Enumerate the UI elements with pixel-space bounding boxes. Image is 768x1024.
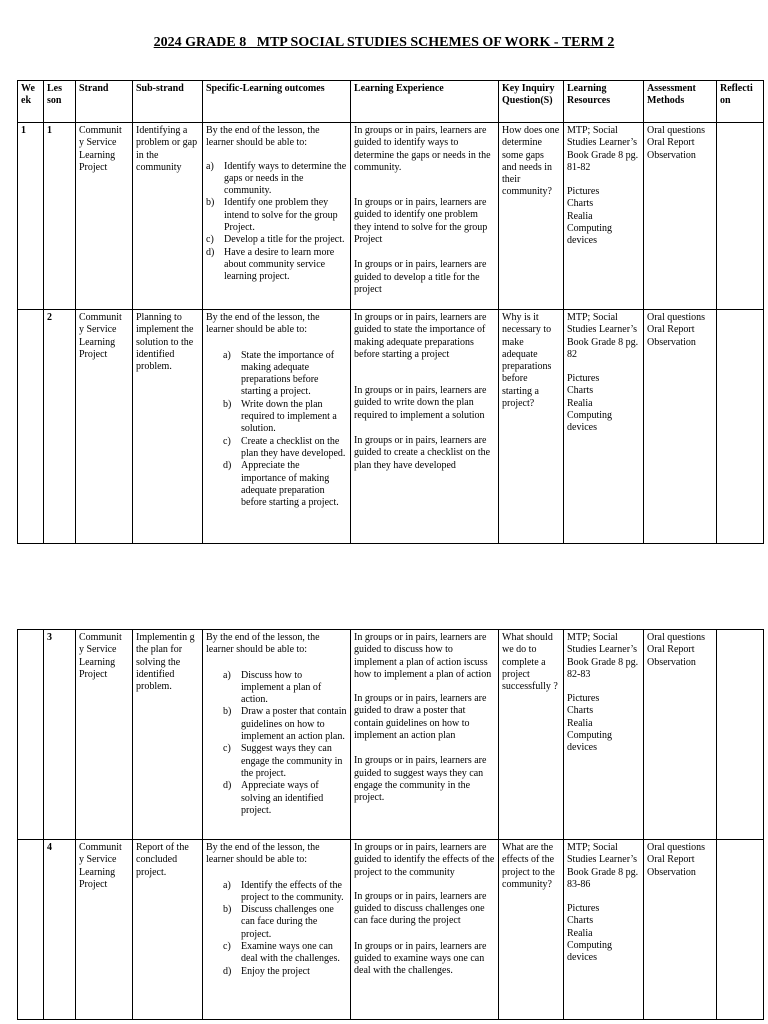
experience-paragraph: In groups or in pairs, learners are guided to suggest ways they can engage the community in the project. <box>354 755 487 804</box>
outcome-marker: b) <box>223 398 232 410</box>
strand-cell: Communit y Service Learning Project <box>76 123 133 310</box>
table-row <box>18 630 764 840</box>
assessment-item: Oral Report <box>647 324 695 336</box>
header-substrand: Sub-strand <box>133 81 203 123</box>
outcome-marker: a) <box>206 160 214 172</box>
resources-cell <box>564 840 644 1020</box>
experience-paragraph: In groups or in pairs, learners are guided to identify one problem they intend to solve for the group Project <box>354 197 488 246</box>
assessment-cell <box>644 310 717 544</box>
resource-book: MTP; Social Studies Learner’s Book Grade 8 pg. 81-82 <box>567 125 639 173</box>
outcomes-intro: By the end of the lesson, the learner should be able to: <box>206 312 320 336</box>
outcome-text: Appreciate ways of solving an identified project. <box>241 780 324 816</box>
header-experience: Learning Experience <box>351 81 499 123</box>
resource-item: Pictures <box>567 693 600 705</box>
outcome-marker: c) <box>206 234 214 246</box>
outcome-item <box>206 399 347 436</box>
outcome-text: Write down the plan required to implement a solution. <box>241 398 337 435</box>
outcome-marker: c) <box>223 941 231 953</box>
table-row <box>18 310 764 544</box>
resource-item: Realia <box>567 927 593 939</box>
strand-cell: Communit y Service Learning Project <box>76 840 133 1020</box>
resource-book: MTP; Social Studies Learner’s Book Grade 8 pg. 83-86 <box>567 842 639 890</box>
experience-paragraph: In groups or in pairs, learners are guided to examine ways one can deal with the challenges. <box>354 940 487 977</box>
resource-item: Pictures <box>567 186 600 198</box>
experience-cell <box>351 123 499 310</box>
header-lesson: Les son <box>44 81 76 123</box>
resource-item: Realia <box>567 397 593 409</box>
outcomes-cell <box>203 310 351 544</box>
outcome-marker: c) <box>223 435 231 447</box>
outcomes-cell <box>203 840 351 1020</box>
outcomes-list <box>206 350 347 510</box>
outcome-marker: d) <box>223 780 232 792</box>
document-title: 2024 GRADE 8 MTP SOCIAL STUDIES SCHEMES OF WORK - TERM 2 <box>153 35 615 50</box>
assessment-item: Observation <box>647 866 696 878</box>
lesson-cell: 3 <box>44 630 76 840</box>
outcomes-list <box>206 670 347 818</box>
outcome-text: Identify the effects of the project to the community. <box>241 879 344 903</box>
outcome-text: Appreciate the importance of making adequate preparation before starting a project. <box>241 460 339 509</box>
outcome-item <box>206 247 347 284</box>
outcome-text: Identify one problem they intend to solve for the group Project. <box>224 197 338 234</box>
experience-cell <box>351 630 499 840</box>
outcomes-intro: By the end of the lesson, the learner should be able to: <box>206 125 320 149</box>
reflection-cell <box>717 630 764 840</box>
assessment-item: Oral questions <box>647 842 706 853</box>
inquiry-cell: Why is it necessary to make adequate preparations before starting a project? <box>499 310 564 544</box>
table-row <box>18 123 764 310</box>
outcomes-cell <box>203 123 351 310</box>
assessment-item: Oral questions <box>647 125 706 136</box>
outcome-text: Examine ways one can deal with the challenges. <box>241 941 340 965</box>
outcome-marker: a) <box>223 669 231 681</box>
resource-item: Computing devices <box>567 223 613 247</box>
outcome-text: Develop a title for the project. <box>224 234 345 246</box>
experience-paragraph: In groups or in pairs, learners are guided to identify ways to determine the gaps or needs in the community. <box>354 125 491 173</box>
outcome-text: Discuss how to implement a plan of action. <box>241 669 322 706</box>
outcome-text: Have a desire to learn more about community service learning project. <box>224 246 335 283</box>
outcome-text: Suggest ways they can engage the community in the project. <box>241 743 343 779</box>
resource-item: Computing devices <box>567 730 613 754</box>
outcome-item <box>206 670 347 707</box>
assessment-item: Oral Report <box>647 854 695 866</box>
header-strand: Strand <box>76 81 133 123</box>
outcome-item <box>206 966 347 978</box>
header-week: We ek <box>18 81 44 123</box>
reflection-cell <box>717 310 764 544</box>
lesson-cell: 4 <box>44 840 76 1020</box>
schemes-table-bottom <box>17 629 764 1020</box>
outcome-marker: d) <box>223 965 232 977</box>
lesson-cell: 1 <box>44 123 76 310</box>
assessment-item: Oral Report <box>647 137 695 149</box>
outcome-item <box>206 161 347 198</box>
outcome-item <box>206 743 347 780</box>
lesson-cell: 2 <box>44 310 76 544</box>
outcome-item <box>206 436 347 461</box>
experience-paragraph: In groups or in pairs, learners are guided to draw a poster that contain guidelines on how to implement an action plan <box>354 693 487 742</box>
resource-item: Realia <box>567 717 593 729</box>
experience-paragraph: In groups or in pairs, learners are guided to create a checklist on the plan they have developed <box>354 435 491 471</box>
schemes-table-top <box>17 80 764 544</box>
reflection-cell <box>717 840 764 1020</box>
outcome-text: Discuss challenges one can face during the project. <box>241 904 334 940</box>
header-assessment: Assessment Methods <box>644 81 717 123</box>
outcome-marker: a) <box>223 349 231 361</box>
week-cell <box>18 840 44 1020</box>
outcome-text: Identify ways to determine the gaps or needs in the community. <box>224 160 347 197</box>
week-cell: 1 <box>18 123 44 310</box>
experience-cell <box>351 310 499 544</box>
resource-item: Realia <box>567 210 593 222</box>
header-resources: Learning Resources <box>564 81 644 123</box>
resource-item: Computing devices <box>567 940 613 964</box>
resource-item: Charts <box>567 705 594 717</box>
resources-cell <box>564 123 644 310</box>
outcomes-intro: By the end of the lesson, the learner should be able to: <box>206 842 320 866</box>
outcome-item <box>206 234 347 246</box>
assessment-item: Oral questions <box>647 312 706 323</box>
outcome-item <box>206 780 347 817</box>
assessment-cell <box>644 840 717 1020</box>
inquiry-cell: How does one determine some gaps and needs in their community? <box>499 123 564 310</box>
resources-cell <box>564 630 644 840</box>
table-header-row <box>18 81 764 123</box>
resource-book: MTP; Social Studies Learner’s Book Grade 8 pg. 82-83 <box>567 632 639 680</box>
outcome-item <box>206 197 347 234</box>
table-row <box>18 840 764 1020</box>
reflection-cell <box>717 123 764 310</box>
resource-item: Pictures <box>567 373 600 385</box>
outcome-item <box>206 941 347 966</box>
week-cell <box>18 630 44 840</box>
resource-book: MTP; Social Studies Learner’s Book Grade 8 pg. 82 <box>567 312 639 360</box>
outcome-text: Create a checklist on the plan they have developed. <box>241 435 346 459</box>
outcome-item <box>206 904 347 941</box>
resource-item: Charts <box>567 385 594 397</box>
experience-paragraph: In groups or in pairs, learners are guided to discuss challenges one can face during the project <box>354 890 487 927</box>
assessment-item: Observation <box>647 656 696 668</box>
assessment-item: Oral Report <box>647 644 695 656</box>
outcome-marker: d) <box>206 246 215 258</box>
header-inquiry: Key Inquiry Question(S) <box>499 81 564 123</box>
experience-paragraph: In groups or in pairs, learners are guided to write down the plan required to implement a solution <box>354 385 487 421</box>
outcome-marker: b) <box>223 706 232 718</box>
experience-cell <box>351 840 499 1020</box>
outcome-item <box>206 706 347 743</box>
inquiry-cell: What should we do to complete a project successfully ? <box>499 630 564 840</box>
resources-cell <box>564 310 644 544</box>
outcome-item <box>206 880 347 905</box>
assessment-cell <box>644 123 717 310</box>
substrand-cell: Identifying a problem or gap in the community <box>133 123 203 310</box>
outcomes-list <box>206 161 347 284</box>
outcome-marker: c) <box>223 743 231 755</box>
substrand-cell: Implementin g the plan for solving the identified problem. <box>133 630 203 840</box>
outcome-marker: b) <box>223 904 232 916</box>
experience-paragraph: In groups or in pairs, learners are guided to state the importance of making adequate preparations before starting a project <box>354 312 487 360</box>
outcome-text: Draw a poster that contain guidelines on how to implement an action plan. <box>241 706 347 743</box>
inquiry-cell: What are the effects of the project to the community? <box>499 840 564 1020</box>
outcome-marker: b) <box>206 197 215 209</box>
resource-item: Charts <box>567 198 594 210</box>
outcome-marker: a) <box>223 879 231 891</box>
strand-cell: Communit y Service Learning Project <box>76 630 133 840</box>
outcome-marker: d) <box>223 460 232 472</box>
substrand-cell: Report of the concluded project. <box>133 840 203 1020</box>
strand-cell: Communit y Service Learning Project <box>76 310 133 544</box>
outcome-text: State the importance of making adequate preparations before starting a project. <box>241 349 335 398</box>
outcomes-cell <box>203 630 351 840</box>
assessment-item: Observation <box>647 149 696 161</box>
outcomes-intro: By the end of the lesson, the learner should be able to: <box>206 632 320 656</box>
experience-paragraph: In groups or in pairs, learners are guided to discuss how to implement a plan of action iscuss how to implement a plan of action <box>354 632 492 680</box>
experience-paragraph: In groups or in pairs, learners are guided to identify the effects of the project to the community <box>354 842 495 878</box>
header-reflection: Reflecti on <box>717 81 764 123</box>
assessment-item: Oral questions <box>647 632 706 643</box>
resource-item: Charts <box>567 915 594 927</box>
outcome-item <box>206 460 347 509</box>
substrand-cell: Planning to implement the solution to the identified problem. <box>133 310 203 544</box>
resource-item: Pictures <box>567 903 600 915</box>
assessment-cell <box>644 630 717 840</box>
week-cell <box>18 310 44 544</box>
outcomes-list <box>206 880 347 978</box>
outcome-item <box>206 350 347 399</box>
experience-paragraph: In groups or in pairs, learners are guided to develop a title for the project <box>354 259 487 295</box>
header-outcomes: Specific-Learning outcomes <box>203 81 351 123</box>
assessment-item: Observation <box>647 336 696 348</box>
resource-item: Computing devices <box>567 410 613 434</box>
outcome-text: Enjoy the project <box>241 965 310 977</box>
